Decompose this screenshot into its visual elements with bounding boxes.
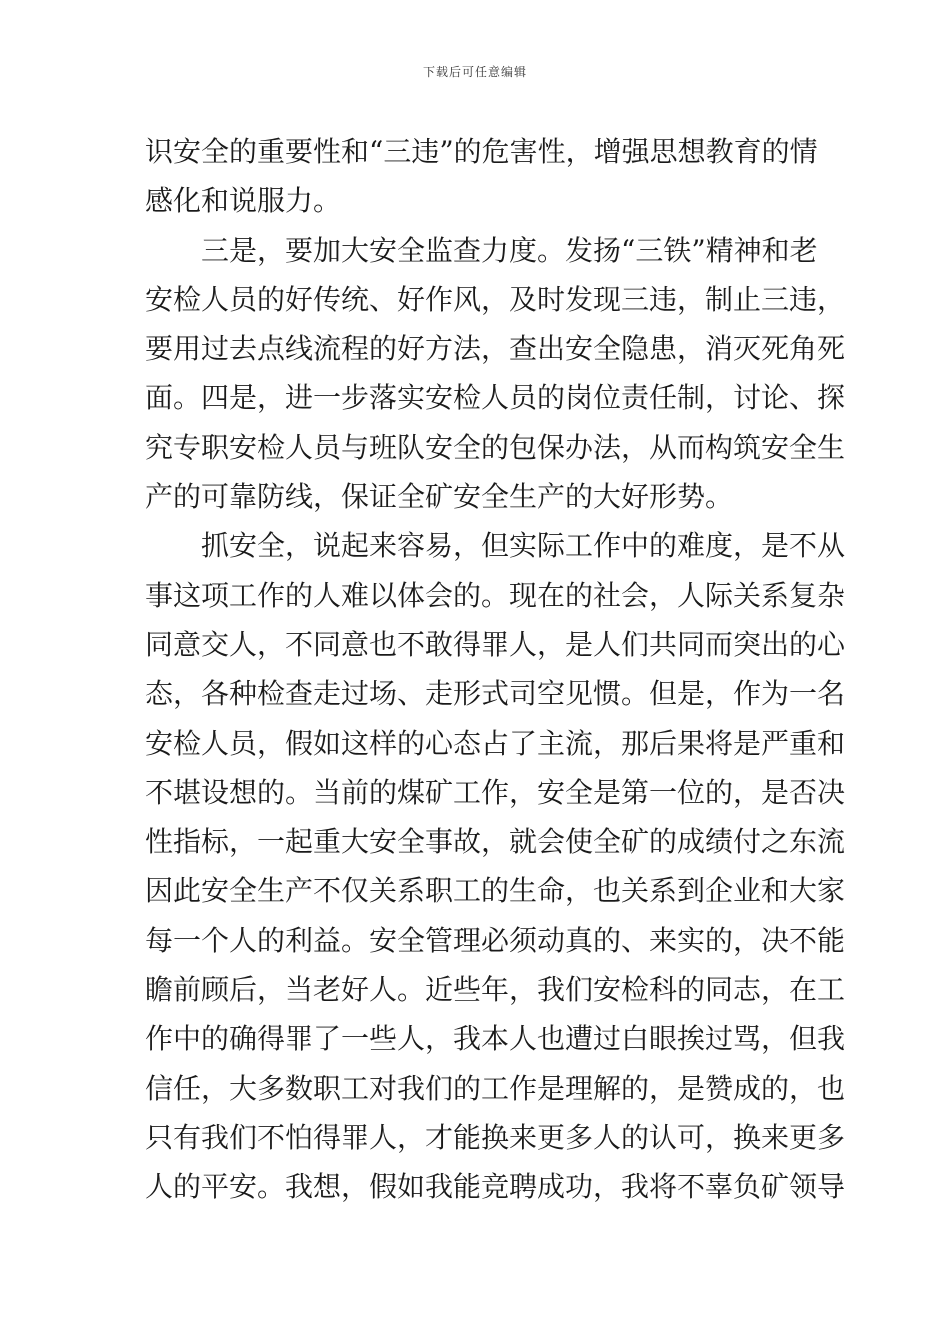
- paragraph: [145, 521, 846, 1211]
- text-line: 同意交人，不同意也不敢得罪人，是人们共同而突出的心: [145, 627, 846, 661]
- text-line: 作中的确得罪了一些人，我本人也遭过白眼挨过骂，但我: [145, 1022, 846, 1056]
- text-line: 感化和说服力。: [145, 184, 342, 218]
- text-line: 抓安全，说起来容易，但实际工作中的难度，是不从: [201, 529, 846, 563]
- text-line: 安检人员的好传统、好作风，及时发现三违，制止三违，: [145, 282, 846, 316]
- text-line: 事这项工作的人难以体会的。现在的社会，人际关系复杂: [145, 578, 846, 612]
- text-line: 识安全的重要性和“三违”的危害性，增强思想教育的情: [145, 135, 818, 168]
- text-line: 因此安全生产不仅关系职工的生命，也关系到企业和大家: [145, 874, 846, 908]
- paragraph: [145, 127, 818, 226]
- text-line: 面。四是，进一步落实安检人员的岗位责任制，讨论、探: [145, 381, 846, 415]
- text-line: 究专职安检人员与班队安全的包保办法，从而构筑安全生: [145, 430, 846, 464]
- text-line: 性指标，一起重大安全事故，就会使全矿的成绩付之东流: [145, 825, 846, 859]
- text-line: 信任，大多数职工对我们的工作是理解的，是赞成的，也: [145, 1071, 846, 1105]
- text-line: 态，各种检查走过场、走形式司空见惯。但是，作为一名: [145, 677, 846, 711]
- text-line: 产的可靠防线，保证全矿安全生产的大好形势。: [145, 480, 734, 514]
- text-line: 不堪设想的。当前的煤矿工作，安全是第一位的，是否决: [145, 775, 846, 809]
- text-line: 三是，要加大安全监查力度。发扬“三铁”精神和老: [201, 233, 818, 267]
- text-line: 安检人员，假如这样的心态占了主流，那后果将是严重和: [145, 726, 846, 760]
- paragraph: [145, 226, 846, 522]
- text-line: 瞻前顾后，当老好人。近些年，我们安检科的同志，在工: [145, 973, 846, 1007]
- page-header: 下载后可任意编辑: [422, 65, 527, 79]
- text-line: 要用过去点线流程的好方法，查出安全隐患，消灭死角死: [145, 332, 846, 366]
- text-line: 每一个人的利益。安全管理必须动真的、来实的，决不能: [145, 923, 846, 957]
- text-line: 人的平安。我想，假如我能竞聘成功，我将不辜负矿领导: [145, 1170, 846, 1204]
- document-body: [145, 127, 846, 1212]
- text-line: 只有我们不怕得罪人，才能换来更多人的认可，换来更多: [145, 1120, 846, 1154]
